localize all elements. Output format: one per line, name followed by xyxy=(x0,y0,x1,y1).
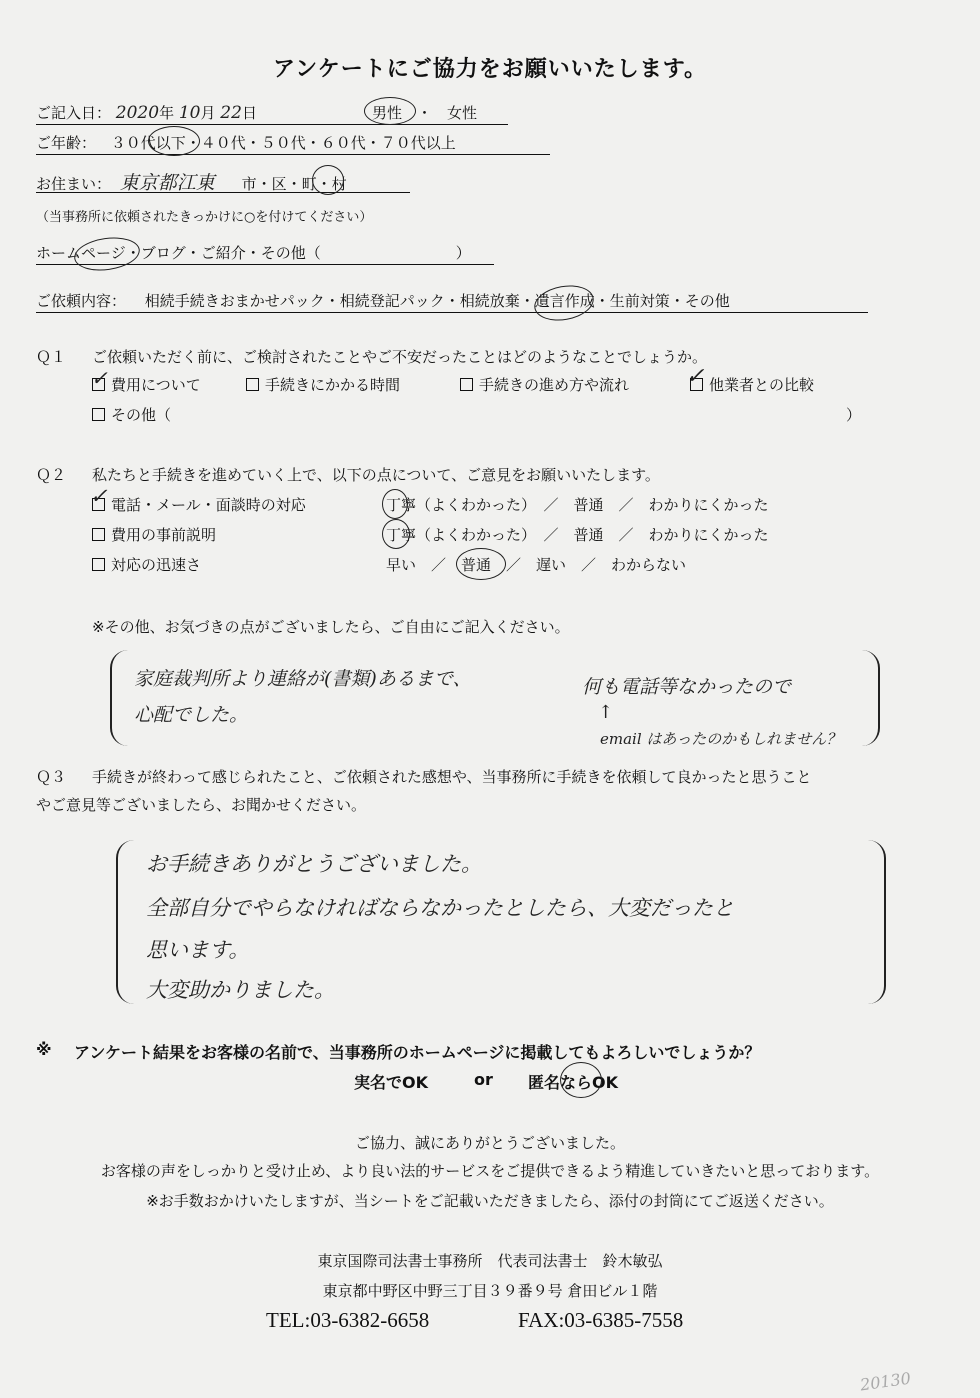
q3-question-line1: 手続きが終わって感じられたこと、ご依頼された感想や、当事務所に手続きを依頼して良かったと思うこと xyxy=(92,768,812,786)
footer-handwritten-mark: 20130 xyxy=(858,1368,912,1395)
publish-anonymous-ok: 匿名ならOK xyxy=(528,1073,619,1092)
q2-row3-options: 早い ／ 普通 ／ 遅い ／ わからない xyxy=(386,556,687,574)
q1-opt-time[interactable]: 手続きにかかる時間 xyxy=(246,374,400,395)
check-mark-icon: ✓ xyxy=(91,366,108,390)
trigger-options: ホームページ・ブログ・ご紹介・その他（ ） xyxy=(36,242,494,265)
q2-row3-circle xyxy=(456,548,506,580)
checkbox-icon xyxy=(92,558,105,571)
q2-row3-label: 対応の迅速さ xyxy=(92,554,201,575)
check-mark-icon: ✓ xyxy=(686,364,705,389)
q2-row2-label: 費用の事前説明 xyxy=(92,524,216,545)
address-options: 市・区・町・村 xyxy=(241,175,347,193)
q3-hand-line3: 思います。 xyxy=(146,938,250,962)
q1-opt-process[interactable]: 手続きの進め方や流れ xyxy=(460,374,629,395)
office-tel: TEL:03-6382-6658 xyxy=(266,1308,430,1332)
q3-hand-line2: 全部自分でやらなければならなかったとしたら、大変だったと xyxy=(146,896,734,920)
age-row xyxy=(36,132,550,155)
publish-mark: ※ xyxy=(36,1040,52,1059)
q3-hand-line1: お手続きありがとうございました。 xyxy=(146,852,482,876)
q3-question-line2: やご意見等ございましたら、お聞かせください。 xyxy=(36,796,367,814)
q2-row1-circle xyxy=(382,489,408,519)
address-label: お住まい： xyxy=(36,175,112,193)
q2-hand-line2: 心配でした。 xyxy=(134,704,249,726)
q3-number: Ｑ３ xyxy=(36,768,67,786)
survey-title: アンケートにご協力をお願いいたします。 xyxy=(273,57,707,82)
q2-row2-options: 丁寧（よくわかった） ／ 普通 ／ わかりにくかった xyxy=(386,526,769,544)
address-row xyxy=(36,168,410,193)
request-label: ご依頼内容： xyxy=(36,292,127,310)
q2-hand-line3: email はあったのかもしれません？ xyxy=(600,730,842,748)
date-month: 10 xyxy=(178,103,201,123)
address-ku-circle xyxy=(312,165,344,195)
checkbox-icon xyxy=(460,378,473,391)
q2-row1-label: 電話・メール・面談時の対応 xyxy=(92,494,306,515)
checkbox-icon xyxy=(92,408,105,421)
date-day: 22 xyxy=(220,103,242,123)
q1-number: Ｑ１ xyxy=(36,348,67,366)
checkbox-icon xyxy=(246,378,259,391)
publish-question: アンケート結果をお客様の名前で、当事務所のホームページに掲載してもよろしいでしょうか？ xyxy=(74,1043,761,1062)
date-day-unit: 日 xyxy=(241,104,257,122)
request-renunciation-circle xyxy=(532,281,597,325)
age-label: ご年齢： xyxy=(36,134,97,152)
checkbox-icon xyxy=(92,528,105,541)
closing-return-note: ※お手数おかけいたしますが、当シートをご記載いただきましたら、添付の封筒にてご返送ください。 xyxy=(146,1192,834,1210)
q1-opt-compare[interactable]: 他業者との比較 xyxy=(690,374,814,395)
date-year-unit: 年 xyxy=(159,104,175,122)
publish-or: or xyxy=(474,1070,493,1089)
q3-hand-line4: 大変助かりました。 xyxy=(146,978,335,1002)
office-name: 東京国際司法書士事務所 代表司法書士 鈴木敏弘 xyxy=(317,1252,663,1270)
age-options: ３０代以下・４０代・５０代・６０代・７０代以上 xyxy=(110,134,456,152)
arrow-up-icon: ↑ xyxy=(598,702,614,723)
trigger-homepage-circle xyxy=(72,234,142,275)
q1-opt-cost[interactable]: 費用について xyxy=(92,374,201,395)
office-fax: FAX:03-6385-7558 xyxy=(518,1308,684,1332)
date-year: 2020 xyxy=(115,103,160,123)
q2-hand-line1a: 家庭裁判所より連絡が(書類)あるまで、 xyxy=(134,668,472,690)
trigger-note: （当事務所に依頼されたきっかけに○を付けてください） xyxy=(36,210,373,225)
q1-question: ご依頼いただく前に、ご検討されたことやご不安だったことはどのようなことでしょうか。 xyxy=(92,348,708,366)
date-month-unit: 月 xyxy=(200,104,216,122)
gender-options: 男性 ・ 女性 xyxy=(372,104,478,122)
q2-hand-line1b: 何も電話等なかったので xyxy=(582,676,792,698)
closing-message: お客様の声をしっかりと受け止め、より良い法的サービスをご提供できるよう精進していきたいと思っております。 xyxy=(100,1162,880,1180)
check-mark-icon: ✓ xyxy=(90,484,108,508)
request-options: 相続手続きおまかせパック・相続登記パック・相続放棄・遺言作成・生前対策・その他 xyxy=(144,292,730,310)
gender-male-circle xyxy=(364,97,416,125)
q2-other-prompt: ※その他、お気づきの点がございましたら、ご自由にご記入ください。 xyxy=(92,618,570,636)
publish-anonymous-circle xyxy=(560,1062,602,1098)
office-address: 東京都中野区中野三丁目３９番９号 倉田ビル１階 xyxy=(322,1282,658,1300)
address-handwritten: 東京都江東 xyxy=(119,172,215,194)
q1-opt-other-close: ） xyxy=(846,406,862,424)
q2-question: 私たちと手続きを進めていく上で、以下の点について、ご意見をお願いいたします。 xyxy=(92,466,660,484)
publish-real-name-ok: 実名でOK xyxy=(354,1073,429,1092)
q1-opt-other[interactable]: その他（ xyxy=(92,404,171,425)
closing-thanks: ご協力、誠にありがとうございました。 xyxy=(354,1134,625,1152)
q2-row1-options: 丁寧（よくわかった） ／ 普通 ／ わかりにくかった xyxy=(386,496,769,514)
q2-row2-circle xyxy=(382,519,410,549)
q2-number: Ｑ２ xyxy=(36,466,67,484)
request-row xyxy=(36,290,868,313)
age-30s-circle xyxy=(148,126,200,156)
date-label: ご記入日： xyxy=(36,104,112,122)
